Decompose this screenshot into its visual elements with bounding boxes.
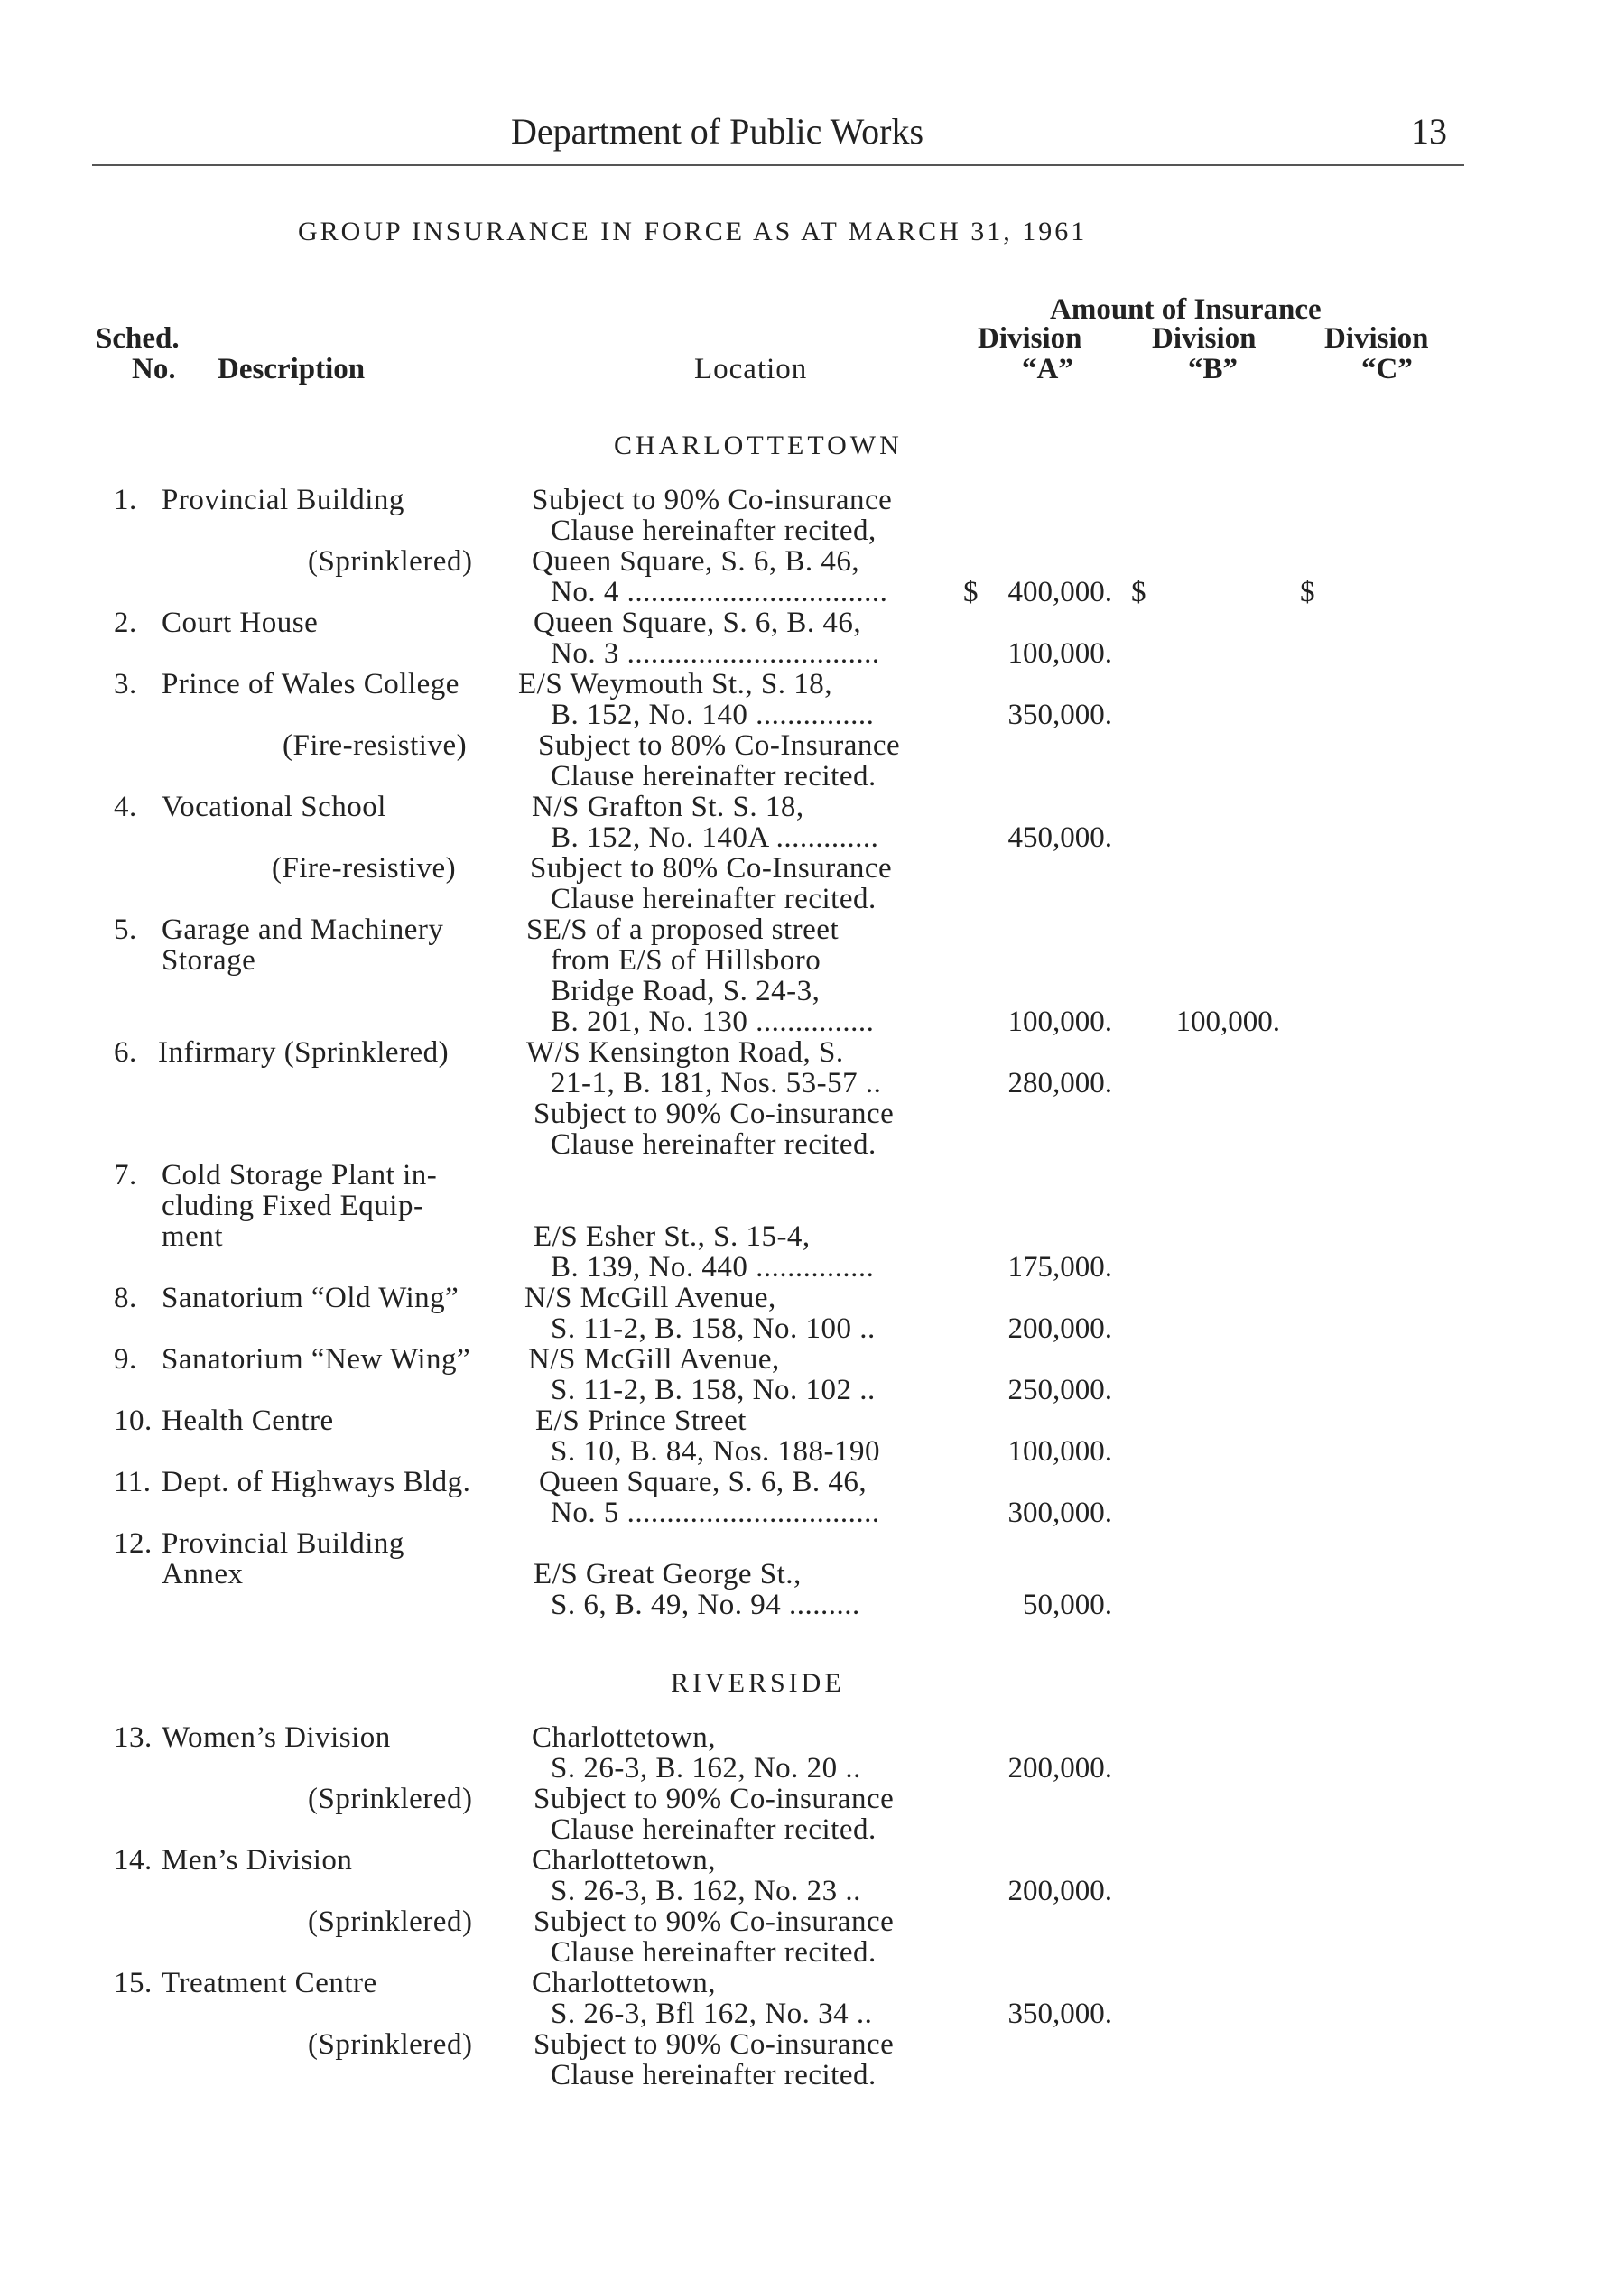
location-line: S. 26-3, B. 162, No. 20 .. <box>551 1752 861 1785</box>
item-description: Prince of Wales College <box>162 668 459 700</box>
location-line: S. 26-3, Bfl 162, No. 34 .. <box>551 1998 873 2030</box>
item-number: 14. <box>114 1844 153 1877</box>
location-line: E/S Prince Street <box>535 1405 747 1437</box>
item-description: Infirmary (Sprinklered) <box>158 1036 450 1069</box>
location-line: S. 10, B. 84, Nos. 188-190 <box>551 1435 881 1468</box>
amount-division-a: 400,000. <box>1007 576 1112 608</box>
item-number: 4. <box>114 791 137 823</box>
location-line: Subject to 90% Co-insurance <box>532 484 893 516</box>
location-heading: Location <box>694 353 808 385</box>
item-note: (Sprinklered) <box>308 1783 473 1815</box>
amount-division-a: 450,000. <box>1007 821 1112 854</box>
location-line: Bridge Road, S. 24-3, <box>551 975 821 1007</box>
location-line: SE/S of a proposed street <box>526 913 840 946</box>
division-a-heading: Division <box>978 322 1082 355</box>
location-line: Charlottetown, <box>532 1721 717 1754</box>
item-note: (Sprinklered) <box>308 1905 473 1938</box>
item-description: Sanatorium “Old Wing” <box>162 1282 459 1314</box>
dollar-sign: $ <box>963 576 979 608</box>
item-description: Annex <box>162 1558 244 1590</box>
item-number: 13. <box>114 1721 153 1754</box>
item-note: (Sprinklered) <box>308 2028 473 2061</box>
amount-division-a: 175,000. <box>1007 1251 1112 1284</box>
location-line: 21-1, B. 181, Nos. 53-57 .. <box>551 1067 882 1099</box>
item-description: Cold Storage Plant in- <box>162 1159 438 1191</box>
page-number: 13 <box>1411 111 1447 152</box>
dollar-sign: $ <box>1131 576 1146 608</box>
amount-division-a: 350,000. <box>1007 1998 1112 2030</box>
item-note: (Fire-resistive) <box>283 729 468 762</box>
location-line: N/S McGill Avenue, <box>524 1282 776 1314</box>
location-line: E/S Great George St., <box>534 1558 802 1590</box>
item-description: Vocational School <box>162 791 386 823</box>
item-number: 6. <box>114 1036 137 1069</box>
location-line: S. 26-3, B. 162, No. 23 .. <box>551 1875 861 1907</box>
amount-division-a: 200,000. <box>1007 1875 1112 1907</box>
item-number: 12. <box>114 1527 153 1560</box>
item-description: Sanatorium “New Wing” <box>162 1343 471 1376</box>
running-title: Department of Public Works <box>511 111 924 152</box>
location-line: S. 11-2, B. 158, No. 102 .. <box>551 1374 876 1406</box>
item-description: cluding Fixed Equip- <box>162 1190 424 1222</box>
location-line: S. 11-2, B. 158, No. 100 .. <box>551 1312 876 1345</box>
location-line: No. 4 ................................. <box>551 576 888 608</box>
location-line: Subject to 80% Co-Insurance <box>538 729 901 762</box>
section-heading: CHARLOTTETOWN <box>614 431 903 460</box>
location-line: Clause hereinafter recited. <box>551 760 877 793</box>
location-line: E/S Weymouth St., S. 18, <box>518 668 832 700</box>
table-title: GROUP INSURANCE IN FORCE AS AT MARCH 31, 1961 <box>298 217 1088 246</box>
location-line: B. 201, No. 130 ............... <box>551 1006 875 1038</box>
location-line: No. 5 ................................ <box>551 1497 880 1529</box>
item-number: 2. <box>114 607 137 639</box>
amount-division-a: 350,000. <box>1007 699 1112 731</box>
item-number: 11. <box>114 1466 152 1498</box>
item-number: 3. <box>114 668 137 700</box>
location-line: E/S Esher St., S. 15-4, <box>534 1220 811 1253</box>
location-line: Queen Square, S. 6, B. 46, <box>539 1466 868 1498</box>
item-description: Dept. of Highways Bldg. <box>162 1466 471 1498</box>
location-line: S. 6, B. 49, No. 94 ......... <box>551 1589 860 1621</box>
amount-division-a: 100,000. <box>1007 637 1112 670</box>
location-line: B. 139, No. 440 ............... <box>551 1251 875 1284</box>
section-heading: RIVERSIDE <box>671 1668 845 1698</box>
location-line: W/S Kensington Road, S. <box>526 1036 844 1069</box>
item-note: (Fire-resistive) <box>272 852 457 885</box>
location-line: Clause hereinafter recited. <box>551 1128 877 1161</box>
location-line: B. 152, No. 140 ............... <box>551 699 875 731</box>
location-line: Subject to 90% Co-insurance <box>534 1783 895 1815</box>
item-description: Women’s Division <box>162 1721 391 1754</box>
item-number: 7. <box>114 1159 137 1191</box>
amount-of-insurance-heading: Amount of Insurance <box>1050 293 1322 326</box>
division-c-label: “C” <box>1361 353 1413 385</box>
location-line: Subject to 90% Co-insurance <box>534 1098 895 1130</box>
location-line: Queen Square, S. 6, B. 46, <box>532 545 860 578</box>
item-note: (Sprinklered) <box>308 545 473 578</box>
division-c-heading: Division <box>1324 322 1429 355</box>
amount-division-a: 280,000. <box>1007 1067 1112 1099</box>
item-number: 10. <box>114 1405 153 1437</box>
amount-division-a: 300,000. <box>1007 1497 1112 1529</box>
item-description: Provincial Building <box>162 484 404 516</box>
division-a-label: “A” <box>1022 353 1073 385</box>
item-description: Garage and Machinery <box>162 913 444 946</box>
location-line: Subject to 90% Co-insurance <box>534 2028 895 2061</box>
location-line: B. 152, No. 140A ............. <box>551 821 879 854</box>
item-number: 5. <box>114 913 137 946</box>
amount-division-a: 200,000. <box>1007 1312 1112 1345</box>
location-line: Subject to 80% Co-Insurance <box>530 852 893 885</box>
no-heading: No. <box>132 353 176 385</box>
sched-heading: Sched. <box>96 322 180 355</box>
item-description: Provincial Building <box>162 1527 404 1560</box>
location-line: Clause hereinafter recited. <box>551 1936 877 1969</box>
item-number: 1. <box>114 484 137 516</box>
amount-division-a: 100,000. <box>1007 1435 1112 1468</box>
item-number: 8. <box>114 1282 137 1314</box>
location-line: Clause hereinafter recited, <box>551 515 877 547</box>
location-line: Clause hereinafter recited. <box>551 2059 877 2091</box>
location-line: N/S McGill Avenue, <box>528 1343 780 1376</box>
location-line: from E/S of Hillsboro <box>551 944 821 977</box>
description-heading: Description <box>218 353 366 385</box>
location-line: Queen Square, S. 6, B. 46, <box>534 607 862 639</box>
division-b-heading: Division <box>1152 322 1257 355</box>
item-description: Storage <box>162 944 256 977</box>
division-b-label: “B” <box>1188 353 1239 385</box>
header-rule <box>92 164 1464 166</box>
amount-division-a: 100,000. <box>1007 1006 1112 1038</box>
location-line: Clause hereinafter recited. <box>551 883 877 915</box>
location-line: Charlottetown, <box>532 1967 717 1999</box>
dollar-sign: $ <box>1300 576 1315 608</box>
location-line: Clause hereinafter recited. <box>551 1813 877 1846</box>
amount-division-a: 250,000. <box>1007 1374 1112 1406</box>
item-description: Men’s Division <box>162 1844 353 1877</box>
location-line: Charlottetown, <box>532 1844 717 1877</box>
amount-division-b: 100,000. <box>1175 1006 1280 1038</box>
item-description: Court House <box>162 607 319 639</box>
location-line: N/S Grafton St. S. 18, <box>532 791 804 823</box>
amount-division-a: 50,000. <box>1023 1589 1112 1621</box>
location-line: Subject to 90% Co-insurance <box>534 1905 895 1938</box>
item-description: Health Centre <box>162 1405 334 1437</box>
location-line: No. 3 ................................ <box>551 637 880 670</box>
item-number: 15. <box>114 1967 153 1999</box>
amount-division-a: 200,000. <box>1007 1752 1112 1785</box>
item-description: ment <box>162 1220 223 1253</box>
item-number: 9. <box>114 1343 137 1376</box>
item-description: Treatment Centre <box>162 1967 377 1999</box>
